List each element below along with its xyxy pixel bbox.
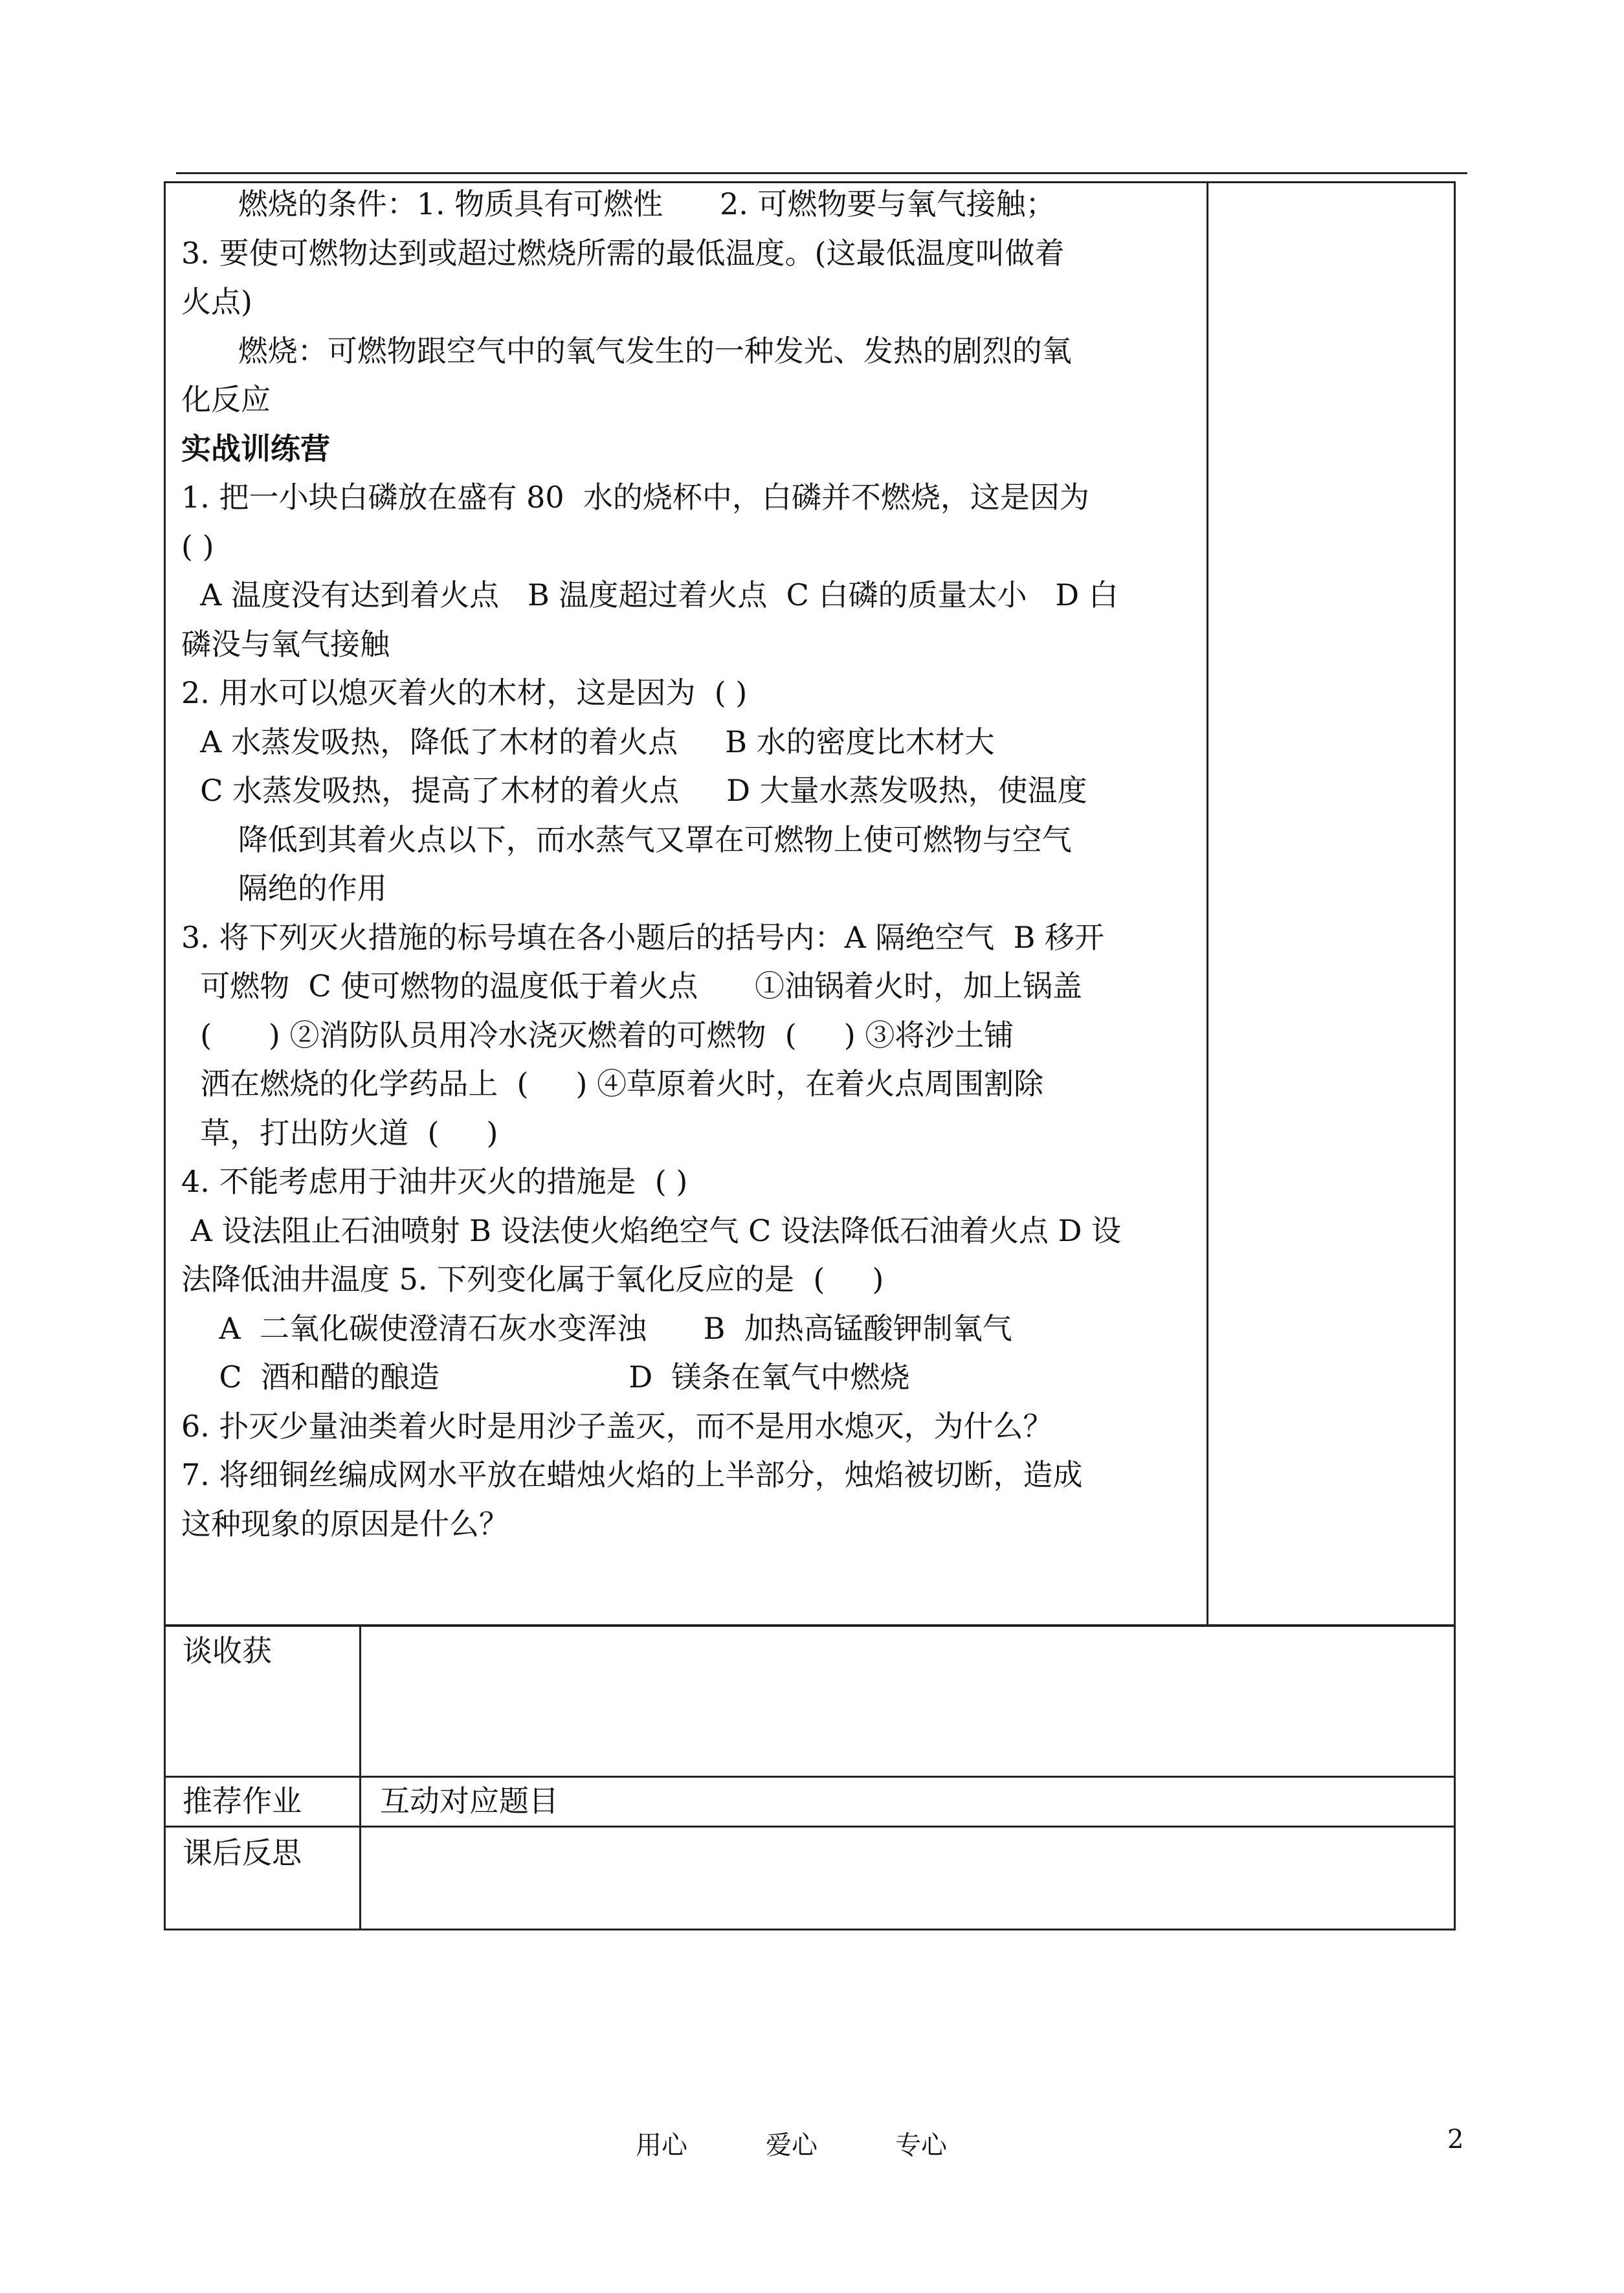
right-column-divider bbox=[1207, 181, 1208, 1626]
homework-value: 互动对应题目 bbox=[380, 1784, 559, 1818]
content-line: ( ) ②消防队员用冷水浇灭燃着的可燃物 ( ) ③将沙土铺 bbox=[181, 1017, 1014, 1053]
content-line: 火点) bbox=[181, 284, 252, 319]
summary-table-row-divider-2 bbox=[164, 1826, 1456, 1828]
summary-table bbox=[164, 1625, 1456, 1930]
lesson-content bbox=[181, 180, 1197, 1549]
footer-item-2: 爱心 bbox=[766, 2131, 818, 2160]
content-line: 6. 扑灭少量油类着火时是用沙子盖灭，而不是用水熄灭，为什么？ bbox=[181, 1408, 1053, 1444]
content-line: C 水蒸发吸热，提高了木材的着火点 D 大量水蒸发吸热，使温度 bbox=[181, 773, 1087, 808]
content-line: A 温度没有达到着火点 B 温度超过着火点 C 白磷的质量太小 D 白 bbox=[181, 577, 1118, 612]
content-line: 化反应 bbox=[181, 382, 271, 417]
content-line: 草，打出防火道 ( ) bbox=[181, 1115, 498, 1150]
content-line: ( ) bbox=[181, 528, 214, 564]
content-line: 7. 将细铜丝编成网水平放在蜡烛火焰的上半部分，烛焰被切断，造成 bbox=[181, 1457, 1083, 1492]
content-line: A 二氧化碳使澄清石灰水变浑浊 B 加热高锰酸钾制氧气 bbox=[181, 1310, 1012, 1346]
reflection-label: 课后反思 bbox=[183, 1835, 302, 1870]
content-line: 可燃物 C 使可燃物的温度低于着火点 ①油锅着火时，加上锅盖 bbox=[181, 968, 1083, 1003]
content-line: A 水蒸发吸热，降低了木材的着火点 B 水的密度比木材大 bbox=[181, 724, 995, 759]
page-number: 2 bbox=[1447, 2125, 1464, 2154]
content-line: 燃烧的条件：1. 物质具有可燃性 2. 可燃物要与氧气接触； bbox=[181, 186, 1056, 221]
footer-item-3: 专心 bbox=[895, 2131, 947, 2160]
content-line: 洒在燃烧的化学药品上 ( ) ④草原着火时，在着火点周围割除 bbox=[181, 1066, 1044, 1101]
content-line: 2. 用水可以熄灭着火的木材，这是因为 ( ) bbox=[181, 675, 748, 710]
content-line: 降低到其着火点以下，而水蒸气又罩在可燃物上使可燃物与空气 bbox=[181, 822, 1072, 857]
content-line: 磷没与氧气接触 bbox=[181, 626, 390, 662]
content-line: 3. 要使可燃物达到或超过燃烧所需的最低温度。(这最低温度叫做着 bbox=[181, 235, 1065, 271]
content-line: 这种现象的原因是什么？ bbox=[181, 1506, 509, 1541]
content-line: 法降低油井温度 5. 下列变化属于氧化反应的是 ( ) bbox=[181, 1262, 884, 1297]
header-rule bbox=[176, 172, 1467, 174]
summary-table-row-divider-1 bbox=[164, 1776, 1456, 1778]
content-line: A 设法阻止石油喷射 B 设法使火焰绝空气 C 设法降低石油着火点 D 设 bbox=[181, 1213, 1122, 1248]
content-line: 4. 不能考虑用于油井灭火的措施是 ( ) bbox=[181, 1164, 688, 1199]
footer-item-1: 用心 bbox=[636, 2131, 687, 2160]
content-line: 1. 把一小块白磷放在盛有 80 水的烧杯中，白磷并不燃烧，这是因为 bbox=[181, 480, 1089, 515]
section-heading: 实战训练营 bbox=[181, 431, 330, 466]
content-line: C 酒和醋的酿造 D 镁条在氧气中燃烧 bbox=[181, 1359, 910, 1394]
content-line: 隔绝的作用 bbox=[181, 871, 387, 906]
content-line: 3. 将下列灭火措施的标号填在各小题后的括号内：A 隔绝空气 B 移开 bbox=[181, 919, 1105, 955]
harvest-label: 谈收获 bbox=[183, 1633, 272, 1668]
content-line: 燃烧：可燃物跟空气中的氧气发生的一种发光、发热的剧烈的氧 bbox=[181, 333, 1072, 368]
homework-label: 推荐作业 bbox=[183, 1784, 302, 1818]
summary-table-label-divider bbox=[359, 1625, 361, 1930]
